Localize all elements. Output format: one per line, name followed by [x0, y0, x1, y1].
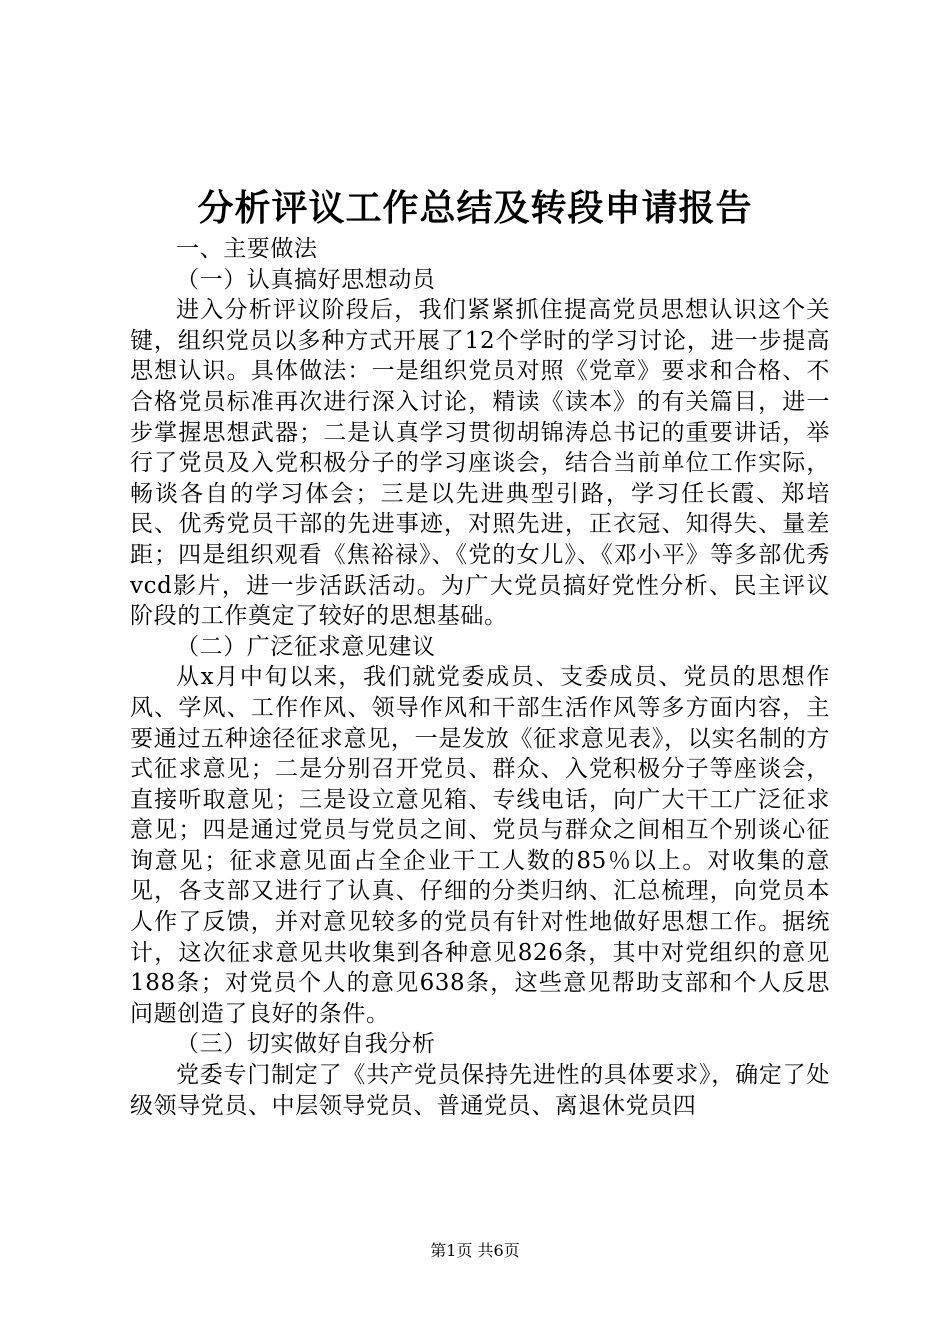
page-number-footer: 第1页 共6页	[430, 1241, 520, 1260]
section-heading-main-practices: 一、主要做法	[176, 236, 318, 262]
document-title: 分析评议工作总结及转段申请报告	[197, 187, 753, 229]
document-body	[130, 234, 830, 1121]
subsection-heading-3: （三）切实做好自我分析	[176, 1031, 436, 1058]
subsection-heading-1: （一）认真搞好思想动员	[176, 266, 436, 293]
subsection-heading-2: （二）广泛征求意见建议	[176, 633, 436, 660]
paragraph-1: 进入分析评议阶段后，我们紧紧抓住提高党员思想认识这个关键，组织党员以多种方式开展了12个学时的学习讨论，进一步提高思想认识。具体做法：一是组织党员对照《党章》要求和合格、不合格党员标准再次进行深入讨论，精读《读本》的有关篇目，进一步掌握思想武器；二是认真学习贯彻胡锦涛总书记的重要讲话，举行了党员及入党积极分子的学习座谈会，结合当前单位工作实际，畅谈各自的学习体会；三是以先进典型引路，学习任长霞、郑培民、优秀党员干部的先进事迹，对照先进，正衣冠、知得失、量差距；四是组织观看《焦裕禄》、《党的女儿》、《邓小平》等多部优秀vcd影片，进一步活跃活动。为广大党员搞好党性分析、民主评议阶段的工作奠定了较好的思想基础。	[130, 297, 830, 630]
paragraph-2: 从x月中旬以来，我们就党委成员、支委成员、党员的思想作风、学风、工作作风、领导作风和干部生活作风等多方面内容，主要通过五种途径征求意见，一是发放《征求意见表》，以实名制的方式征求意见；二是分别召开党员、群众、入党积极分子等座谈会，直接听取意见；三是设立意见箱、专线电话，向广大干工广泛征求意见；四是通过党员与党员之间、党员与群众之间相互个别谈心征询意见；征求意见面占全企业干工人数的85％以上。对收集的意见，各支部又进行了认真、仔细的分类归纳、汇总梳理，向党员本人作了反馈，并对意见较多的党员有针对性地做好思想工作。据统计，这次征求意见共收集到各种意见826条，其中对党组织的意见188条；对党员个人的意见638条，这些意见帮助支部和个人反思问题创造了良好的条件。	[130, 664, 830, 1027]
paragraph-3: 党委专门制定了《共产党员保持先进性的具体要求》，确定了处级领导党员、中层领导党员、普通党员、离退休党员四	[130, 1062, 830, 1119]
